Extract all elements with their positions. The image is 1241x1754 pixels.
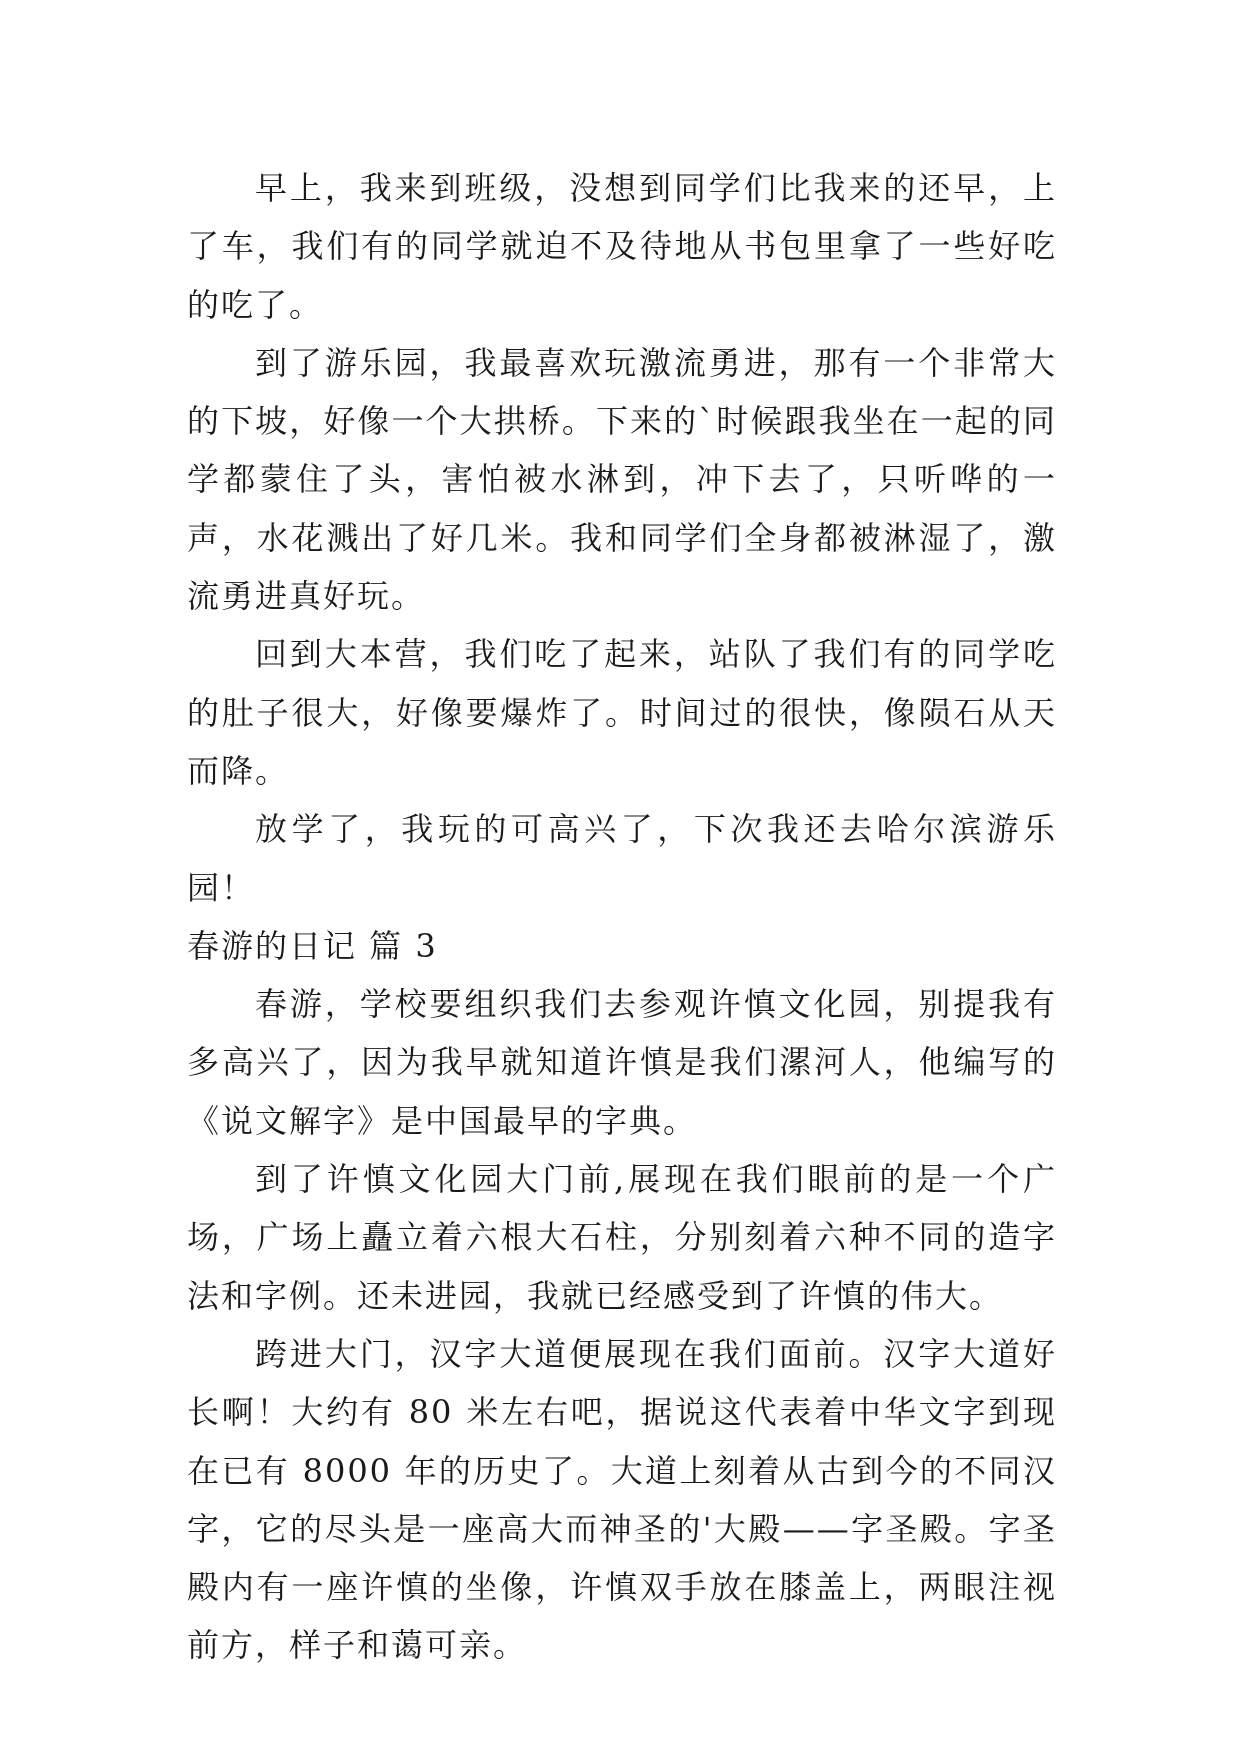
paragraph-morning: 早上，我来到班级，没想到同学们比我来的还早，上了车，我们有的同学就迫不及待地从书包里拿了一些好吃的吃了。 <box>187 169 1057 324</box>
paragraph-amusement-park: 到了游乐园，我最喜欢玩激流勇进，那有一个非常大的下坡，好像一个大拱桥。下来的`时候跟我坐在一起的同学都蒙住了头，害怕被水淋到，冲下去了，只听哗的一声，水花溅出了好几米。我和同学们全身都被淋湿了，激流勇进真好玩。 <box>187 343 1057 616</box>
document-body <box>187 159 1057 1675</box>
paragraph-gate-square: 到了许慎文化园大门前,展现在我们眼前的是一个广场，广场上矗立着六根大石柱，分别刻着六种不同的造字法和字例。还未进园，我就已经感受到了许慎的伟大。 <box>187 1160 1057 1315</box>
paragraph-hanzi-avenue: 跨进大门，汉字大道便展现在我们面前。汉字大道好长啊！大约有 80 米左右吧，据说这代表着中华文字到现在已有 8000 年的历史了。大道上刻着从古到今的不同汉字，它的尽头是一座高大而神圣的'大殿——字圣殿。字圣殿内有一座许慎的坐像，许慎双手放在膝盖上，两眼注视前方，样子和蔼可亲。 <box>187 1334 1057 1665</box>
paragraph-after-school: 放学了，我玩的可高兴了，下次我还去哈尔滨游乐园！ <box>187 810 1057 907</box>
paragraph-spring-outing: 春游，学校要组织我们去参观许慎文化园，别提我有多高兴了，因为我早就知道许慎是我们漯河人，他编写的《说文解字》是中国最早的字典。 <box>187 985 1057 1140</box>
paragraph-base-camp: 回到大本营，我们吃了起来，站队了我们有的同学吃的肚子很大，好像要爆炸了。时间过的很快，像陨石从天而降。 <box>187 635 1057 790</box>
section-heading: 春游的日记 篇 3 <box>187 926 438 965</box>
